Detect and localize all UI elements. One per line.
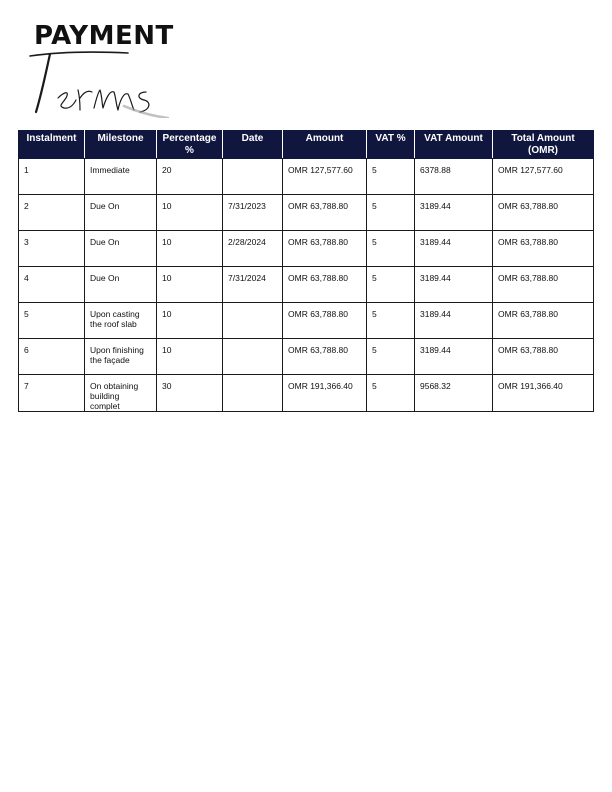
cell-percentage: 10 [157, 231, 223, 267]
cell-date [223, 375, 283, 412]
cell-vat-amount: 3189.44 [415, 339, 493, 375]
header-vat-amount: VAT Amount [415, 131, 493, 159]
cell-total: OMR 63,788.80 [493, 195, 594, 231]
table-header-row [19, 131, 594, 159]
table-row [19, 339, 594, 375]
cell-percentage: 10 [157, 339, 223, 375]
cell-total: OMR 127,577.60 [493, 159, 594, 195]
cell-date [223, 339, 283, 375]
cell-instalment: 2 [19, 195, 85, 231]
logo-title: PAYMENT [34, 21, 174, 51]
table-row [19, 195, 594, 231]
cell-total: OMR 63,788.80 [493, 231, 594, 267]
cell-milestone: Due On [85, 195, 157, 231]
cell-vat-pct: 5 [367, 159, 415, 195]
cell-date: 7/31/2023 [223, 195, 283, 231]
cell-vat-pct: 5 [367, 195, 415, 231]
header-milestone: Milestone [85, 131, 157, 159]
cell-milestone: Immediate [85, 159, 157, 195]
cell-milestone: Upon casting the roof slab [85, 303, 157, 339]
cell-percentage: 10 [157, 195, 223, 231]
table-row [19, 375, 594, 412]
cell-date [223, 159, 283, 195]
cell-vat-pct: 5 [367, 339, 415, 375]
cell-amount: OMR 63,788.80 [283, 339, 367, 375]
cell-date: 7/31/2024 [223, 267, 283, 303]
header-date: Date [223, 131, 283, 159]
header-percentage: Percentage % [157, 131, 223, 159]
table-row [19, 159, 594, 195]
cell-vat-pct: 5 [367, 303, 415, 339]
cell-amount: OMR 191,366.40 [283, 375, 367, 412]
logo-script-terms [28, 46, 178, 118]
cell-instalment: 7 [19, 375, 85, 412]
cell-date: 2/28/2024 [223, 231, 283, 267]
cell-vat-amount: 3189.44 [415, 267, 493, 303]
cell-vat-pct: 5 [367, 267, 415, 303]
cell-vat-amount: 9568.32 [415, 375, 493, 412]
cell-percentage: 10 [157, 267, 223, 303]
cell-milestone: Upon finishing the façade [85, 339, 157, 375]
cell-percentage: 20 [157, 159, 223, 195]
cell-amount: OMR 63,788.80 [283, 195, 367, 231]
cell-vat-pct: 5 [367, 375, 415, 412]
header-vat-pct: VAT % [367, 131, 415, 159]
payment-terms-logo [28, 20, 178, 120]
header-total-amount: Total Amount (OMR) [493, 131, 594, 159]
table-row [19, 231, 594, 267]
cell-instalment: 3 [19, 231, 85, 267]
header-instalment: Instalment [19, 131, 85, 159]
cell-total: OMR 63,788.80 [493, 267, 594, 303]
payment-terms-table [18, 130, 594, 412]
cell-instalment: 5 [19, 303, 85, 339]
cell-total: OMR 63,788.80 [493, 303, 594, 339]
cell-instalment: 1 [19, 159, 85, 195]
table-row [19, 303, 594, 339]
cell-amount: OMR 63,788.80 [283, 231, 367, 267]
cell-percentage: 30 [157, 375, 223, 412]
cell-vat-amount: 6378.88 [415, 159, 493, 195]
cell-amount: OMR 127,577.60 [283, 159, 367, 195]
cell-instalment: 4 [19, 267, 85, 303]
cell-date [223, 303, 283, 339]
cell-milestone: On obtaining building complet [85, 375, 157, 412]
table-row [19, 267, 594, 303]
cell-vat-amount: 3189.44 [415, 303, 493, 339]
cell-amount: OMR 63,788.80 [283, 303, 367, 339]
cell-vat-amount: 3189.44 [415, 195, 493, 231]
cell-amount: OMR 63,788.80 [283, 267, 367, 303]
cell-percentage: 10 [157, 303, 223, 339]
header-amount: Amount [283, 131, 367, 159]
cell-milestone: Due On [85, 267, 157, 303]
cell-milestone: Due On [85, 231, 157, 267]
cell-total: OMR 191,366.40 [493, 375, 594, 412]
cell-vat-amount: 3189.44 [415, 231, 493, 267]
cell-vat-pct: 5 [367, 231, 415, 267]
cell-total: OMR 63,788.80 [493, 339, 594, 375]
cell-instalment: 6 [19, 339, 85, 375]
